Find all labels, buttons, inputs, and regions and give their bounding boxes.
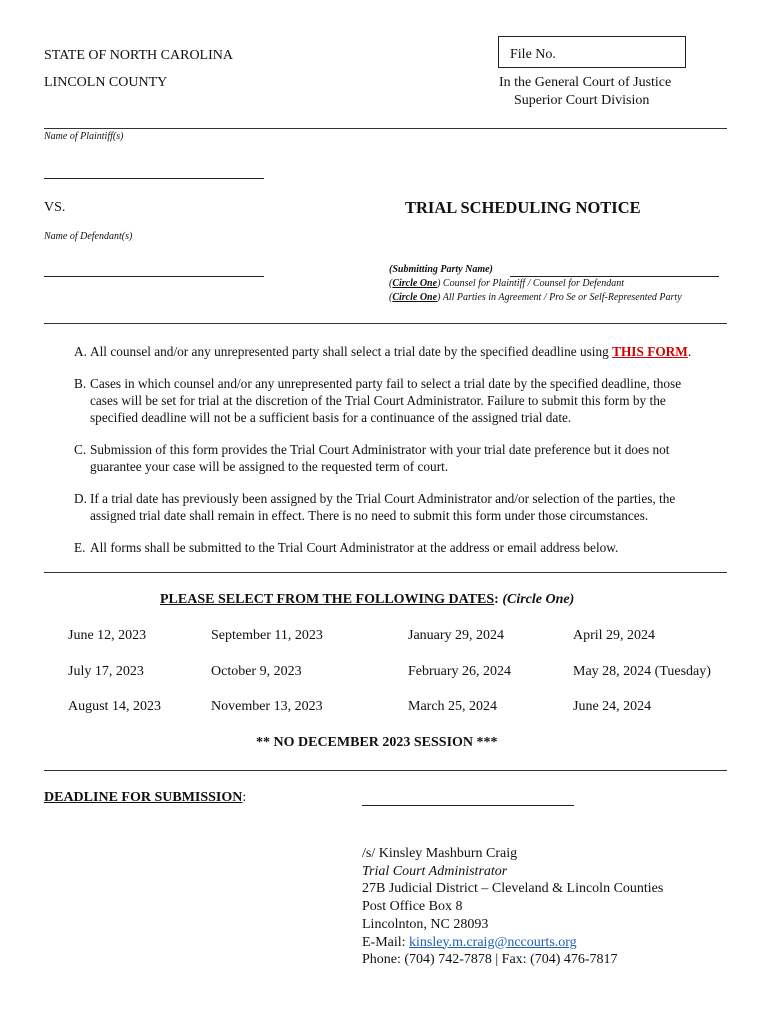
plaintiff-name-field[interactable] bbox=[44, 178, 264, 179]
defendant-name-field[interactable] bbox=[44, 276, 264, 277]
instruction-b-line: cases will be set for trial at the discretion of the Trial Court Administrator. Failure to submit this form by the bbox=[90, 393, 666, 408]
signature-city: Lincolnton, NC 28093 bbox=[362, 916, 489, 932]
page-title: TRIAL SCHEDULING NOTICE bbox=[405, 198, 641, 217]
court-name: In the General Court of Justice bbox=[499, 75, 672, 90]
instruction-e-label: E. bbox=[74, 540, 86, 555]
instruction-b bbox=[74, 375, 714, 426]
date-option[interactable]: October 9, 2023 bbox=[211, 664, 302, 679]
circle-one-label: Circle One bbox=[392, 278, 438, 289]
court-division: Superior Court Division bbox=[514, 93, 650, 108]
signature-title: Trial Court Administrator bbox=[362, 863, 508, 879]
date-option[interactable]: May 28, 2024 (Tuesday) bbox=[573, 664, 711, 679]
instruction-b-line: Cases in which counsel and/or any unrepresented party fail to select a trial date by the specified deadline, those bbox=[90, 376, 682, 391]
no-december-session-note: ** NO DECEMBER 2023 SESSION *** bbox=[256, 735, 498, 750]
parties-option-text: All Parties in Agreement / Pro Se or Self-Represented Party bbox=[440, 292, 682, 303]
signature-block bbox=[362, 845, 663, 969]
dates-heading-text: PLEASE SELECT FROM THE FOLLOWING DATES bbox=[160, 592, 495, 607]
date-option[interactable]: September 11, 2023 bbox=[211, 628, 323, 643]
instruction-d-line: assigned trial date shall remain in effect. There is no need to submit this form under those circumstances. bbox=[90, 508, 649, 523]
deadline-label-colon: : bbox=[242, 790, 247, 805]
parties-divider bbox=[44, 323, 727, 324]
deadline-label-text: DEADLINE FOR SUBMISSION bbox=[44, 790, 243, 805]
instruction-b-label: B. bbox=[74, 376, 87, 391]
instruction-c-label: C. bbox=[74, 442, 87, 457]
instruction-a bbox=[74, 343, 714, 360]
parties-option[interactable]: (Circle One) All Parties in Agreement / Pro Se or Self-Represented Party bbox=[389, 292, 682, 303]
signature-email-line bbox=[362, 934, 663, 952]
county-name: LINCOLN COUNTY bbox=[44, 75, 168, 90]
signature-phone: Phone: (704) 742-7878 | Fax: (704) 476-7817 bbox=[362, 952, 618, 968]
dates-divider bbox=[44, 770, 727, 771]
dates-heading-colon: : bbox=[494, 592, 499, 607]
instruction-c-line: Submission of this form provides the Trial Court Administrator with your trial date preference but it does not bbox=[90, 442, 670, 457]
signature-name: /s/ Kinsley Mashburn Craig bbox=[362, 846, 518, 861]
date-option[interactable]: August 14, 2023 bbox=[68, 699, 161, 714]
instruction-a-end: . bbox=[687, 344, 692, 359]
date-option[interactable]: July 17, 2023 bbox=[68, 664, 144, 679]
submitting-party-field[interactable] bbox=[510, 276, 719, 277]
date-option[interactable]: March 25, 2024 bbox=[408, 699, 498, 714]
file-number-box[interactable] bbox=[498, 36, 686, 68]
this-form-emphasis: THIS FORM bbox=[612, 344, 688, 359]
date-option[interactable]: November 13, 2023 bbox=[211, 699, 323, 714]
plaintiff-label: Name of Plaintiff(s) bbox=[44, 131, 124, 142]
signature-district: 27B Judicial District – Cleveland & Lincoln Counties bbox=[362, 881, 664, 897]
instruction-a-label: A. bbox=[74, 344, 87, 359]
counsel-option[interactable]: (Circle One) Counsel for Plaintiff / Counsel for Defendant bbox=[389, 278, 625, 289]
circle-one-label: Circle One bbox=[392, 292, 438, 303]
instruction-e bbox=[74, 539, 714, 556]
versus-label: VS. bbox=[44, 200, 66, 215]
header-divider bbox=[44, 128, 727, 129]
instruction-a-text: All counsel and/or any unrepresented party shall select a trial date by the specified deadline using bbox=[90, 344, 613, 359]
instruction-d-label: D. bbox=[74, 491, 87, 506]
email-label: E-Mail: bbox=[362, 934, 410, 950]
instructions-divider bbox=[44, 572, 727, 573]
email-link[interactable]: kinsley.m.craig@nccourts.org bbox=[409, 934, 577, 950]
submitting-party-label: (Submitting Party Name) bbox=[389, 264, 493, 275]
dates-heading bbox=[160, 592, 574, 608]
instruction-d-line: If a trial date has previously been assigned by the Trial Court Administrator and/or selection of the parties, the bbox=[90, 491, 676, 506]
deadline-label bbox=[44, 790, 246, 806]
instruction-d bbox=[74, 490, 714, 524]
date-option[interactable]: January 29, 2024 bbox=[408, 628, 505, 643]
dates-heading-suffix: (Circle One) bbox=[502, 592, 575, 607]
state-name: STATE OF NORTH CAROLINA bbox=[44, 48, 233, 63]
instruction-e-text: All forms shall be submitted to the Trial Court Administrator at the address or email address below. bbox=[90, 540, 619, 555]
instruction-b-line: specified deadline will not be a sufficient basis for a continuance of the assigned trial date. bbox=[90, 410, 572, 425]
date-option[interactable]: February 26, 2024 bbox=[408, 664, 512, 679]
instruction-c-line: guarantee your case will be assigned to the requested term of court. bbox=[90, 459, 449, 474]
instruction-c bbox=[74, 441, 714, 475]
date-option[interactable]: April 29, 2024 bbox=[573, 628, 656, 643]
date-option[interactable]: June 12, 2023 bbox=[68, 628, 147, 643]
defendant-label: Name of Defendant(s) bbox=[44, 231, 133, 242]
signature-po-box: Post Office Box 8 bbox=[362, 899, 463, 915]
date-option[interactable]: June 24, 2024 bbox=[573, 699, 652, 714]
deadline-date-field[interactable] bbox=[362, 805, 574, 806]
file-number-label: File No. bbox=[510, 47, 556, 62]
counsel-option-text: Counsel for Plaintiff / Counsel for Defendant bbox=[440, 278, 625, 289]
